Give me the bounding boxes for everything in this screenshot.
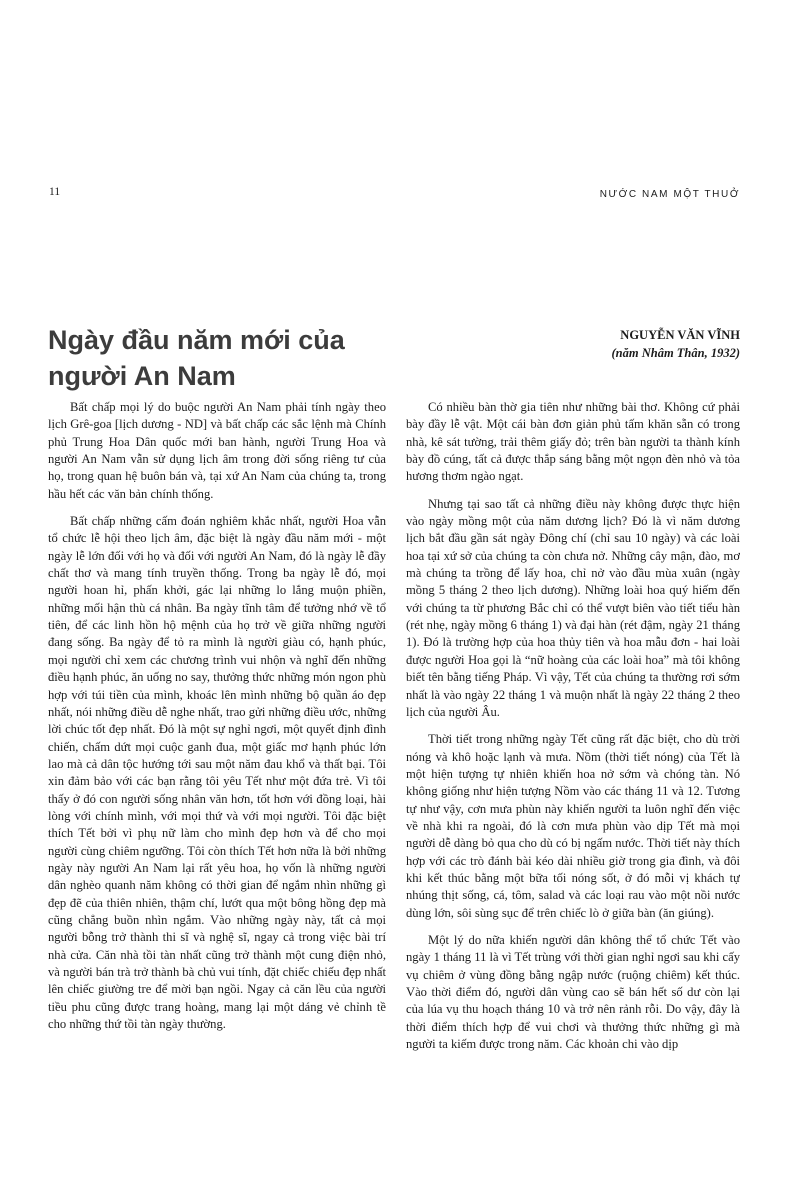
byline (400, 327, 740, 362)
running-head: NƯỚC NAM MỘT THUỞ (599, 189, 740, 200)
article-title: Ngày đầu năm mới của người An Nam (48, 325, 345, 392)
paragraph: Bất chấp những cấm đoán nghiêm khắc nhất, người Hoa vẫn tổ chức lễ hội theo lịch âm, đặc biệt là ngày đầu năm mới - một ngày lễ lớn đối với họ và đối với người An Nam, đó là ngày lễ đầy chất thơ và mang tính truyền thống. Trong ba ngày lễ đó, mọi người hoan hỉ, phấn khởi, gác lại những lo lắng muộn phiền, những mối hận thù cá nhân. Ba ngày tĩnh tâm để tưởng nhớ về tổ tiên, để các linh hồn hộ mệnh của họ trở về giữa những người đang sống. Ba ngày để tỏ ra mình là người giàu có, hạnh phúc, mọi người chỉ xem các chương trình vui nhộn và nghĩ đến những điều hạnh phúc, ăn uống no say, thưởng thức những món ngon phù hợp với túi tiền của mình, khoác lên mình những bộ quần áo đẹp nhất, nói những điều dễ nghe nhất, trao gửi những điều ước, những lời chúc tốt đẹp nhất. Đó là một sự nghỉ ngơi, một quyết định đình chiến, chấm dứt mọi cuộc ganh đua, một giấc mơ hạnh phúc lớn lao mà cả dân tộc hướng tới sau một năm đau khổ và thất bại. Tôi xin đảm bảo với các bạn rằng tôi yêu Tết như một đứa trẻ. Vì tôi thấy ở đó con người sống nhân văn hơn, tốt hơn với đồng loại, hài lòng với chính mình, với mọi thứ và với mọi người. Tôi đặc biệt thích Tết bởi vì phụ nữ làm cho mình đẹp hơn và để cho mọi người cùng chiêm ngưỡng. Tôi còn thích Tết hơn nữa là bởi những ngày này người An Nam lại rất yêu hoa, họ vốn là những người dân nghèo quanh năm không có thời gian để ngắm nhìn những gì đẹp đẽ của thiên nhiên, thậm chí, lướt qua một bông hồng đẹp mà cũng chẳng buồn nhìn ngắm. Vào những ngày này, tất cả mọi người bỗng trở thành thi sĩ và nghệ sĩ, ngay cả trong việc bài trí nhà cửa. Căn nhà tồi tàn nhất cũng trở thành một cung điện nhỏ, và người bán trà trở thành bà chủ vui tính, đặt chiếc chiếu đẹp nhất lên chiếc giường tre để mời bạn ngồi. Ngay cả căn lều của người tiều phu cũng được trang hoàng, mang lại một dáng vẻ chỉnh tề cho những thứ tồi tàn ngày thường. (48, 514, 386, 1032)
paragraph: Nhưng tại sao tất cả những điều này không được thực hiện vào ngày mồng một của năm dương lịch? Đó là vì năm dương lịch bắt đầu gần sát ngày Đông chí (chỉ sau 10 ngày) và các loài hoa tại xứ sở của chúng ta còn chưa nở. Những cây mận, đào, mơ mà chúng ta trồng để lấy hoa, chỉ nở vào đầu mùa xuân (ngày mồng 5 tháng 2 theo lịch dương). Những loài hoa quý hiếm đến với chúng ta từ phương Bắc chỉ có thể vượt biên vào tiết tiểu hàn (rét nhẹ, ngày mồng 6 tháng 1) và đại hàn (rét đậm, ngày 21 tháng 1). Đó là trường hợp của hoa thủy tiên và hoa mẫu đơn - hai loài được người Hoa gọi là “nữ hoàng của các loài hoa” mà tôi không biết tên bằng tiếng Pháp. Vì vậy, Tết của chúng ta thường rơi sớm nhất là vào ngày 22 tháng 1 và muộn nhất là ngày 22 tháng 2 theo lịch của người Âu. (406, 496, 740, 719)
page-number: 11 (49, 186, 61, 198)
paragraph: Có nhiều bàn thờ gia tiên như những bài thơ. Không cứ phải bày đầy lễ vật. Một cái bàn đơn giản phủ tấm khăn sẵn có trong nhà, kê sát tường, trải thêm giấy đỏ; trên bàn người ta thành kính bày đồ cúng, tất cả được thắp sáng bằng một ngọn đèn nhỏ và tỏa hương thơm ngào ngạt. (406, 400, 740, 484)
right-column (406, 399, 740, 1200)
paragraph: Thời tiết trong những ngày Tết cũng rất đặc biệt, cho dù trời nóng và khô hoặc lạnh và mưa. Nồm (thời tiết nóng) của Tết là một hiện tượng tự nhiên khiến hoa nở sớm và chóng tàn. Nó không giống như hiện tượng Nồm vào các tháng 11 và 12. Tương tự như vậy, cơn mưa phùn này khiến người ta luôn nghĩ đến việc về nhà khi ra ngoài, đó là cơn mưa phùn vào dịp Tết mà mọi người dễ dàng bỏ qua cho dù có bị ngấm nước. Thời tiết này thích hợp với các trò đánh bài kéo dài nhiều giờ trong gia đình, và đôi khi kết thúc bằng một bữa tối nóng sốt, ở đó mỗi vị khách tự nhúng thịt sống, cá, tôm, salad và các loại rau vào một nồi nước dùng lớn, sôi sùng sục để trên chiếc lò ở giữa bàn (ăn giúng). (406, 732, 740, 920)
paragraph: Bất chấp mọi lý do buộc người An Nam phải tính ngày theo lịch Grê-goa [lịch dương - ND] và bất chấp các sắc lệnh mà Chính phủ Trung Hoa Dân quốc mới ban hành, người Trung Hoa và người An Nam vẫn sử dụng lịch âm trong đời sống riêng tư của họ, trong quan hệ buôn bán và, tại xứ An Nam của chúng ta, trong hầu hết các văn bản chính thống. (48, 400, 386, 501)
left-column (48, 399, 386, 1043)
author-name: NGUYỄN VĂN VĨNH (620, 328, 740, 342)
paragraph: Một lý do nữa khiến người dân không thể tổ chức Tết vào ngày 1 tháng 11 là vì Tết trùng với thời gian nghỉ ngơi sau khi cấy vụ chiêm ở vùng đồng bằng ngập nước (ruộng chiêm) kết thúc. Vào thời điểm đó, người dân vùng cao sẽ bán hết số dư còn lại của lúa vụ thu hoạch tháng 10 và trở nên rảnh rỗi. Do vậy, đây là thời điểm thích hợp để vui chơi và thưởng thức những gì mà người ta kiếm được trong năm. Các khoản chi vào dịp (406, 932, 740, 1052)
byline-date-note: (năm Nhâm Thân, 1932) (611, 345, 740, 360)
